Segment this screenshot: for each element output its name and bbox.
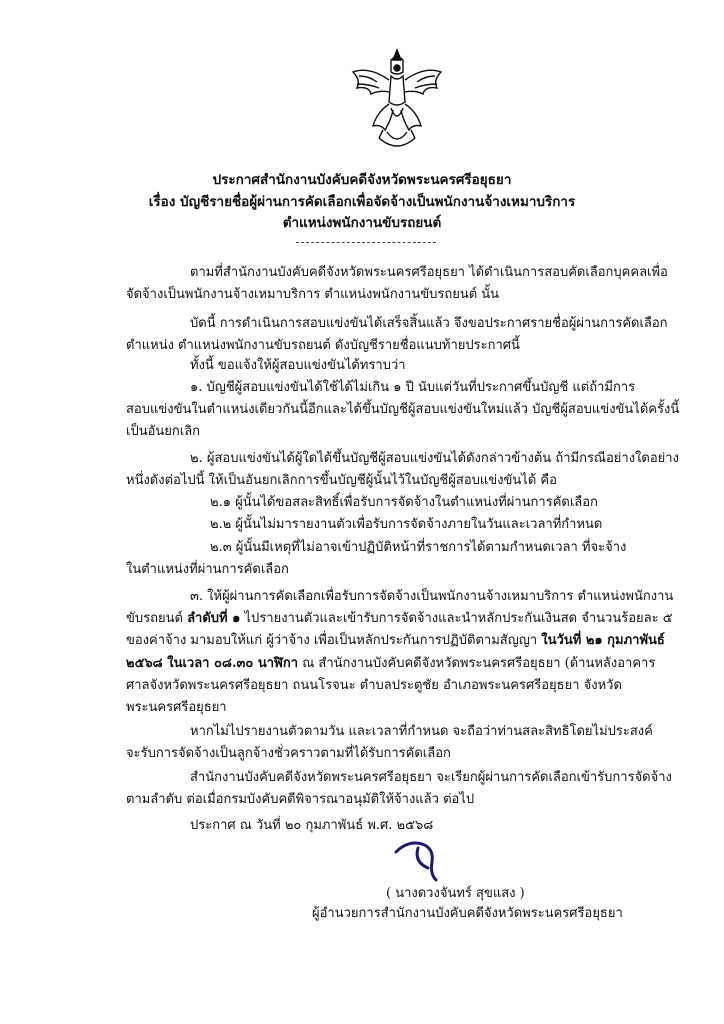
body-line: ๒. ผู้สอบแข่งขันได้ผู้ใดได้ขึ้นบัญชีผู้สอบแข่งขันได้ดังกล่าวข้างต้น ถ้ามีกรณีอย่างใดอย่าง [190,451,679,466]
body-line: ๒.๒ ผู้นั้นไม่มารายงานตัวเพื่อรับการจัดจ้างภายในวันและเวลาที่กำหนด [210,517,603,532]
body-line: ตำแหน่ง ตำแหน่งพนักงานขับรถยนต์ ดังบัญชีรายชื่อแนบท้ายประกาศนี้ [126,338,520,353]
signature [388,826,470,886]
body-line: ตามที่สำนักงานบังคับคดีจังหวัดพระนครศรีอยุธยา ได้ดำเนินการสอบคัดเลือกบุคคลเพื่อ [190,265,668,280]
body-line: ๒.๑ ผู้นั้นได้ขอสละสิทธิ์เพื่อรับการจัดจ้างในตำแหน่งที่ผ่านการคัดเลือก [210,495,598,510]
body-line: ๒.๓ ผู้นั้นมีเหตุที่ไม่อาจเข้าปฏิบัติหน้าที่ราชการได้ตามกำหนดเวลา ที่จะจ้าง [210,540,627,555]
body-line: ศาลจังหวัดพระนครศรีอยุธยา ถนนโรจนะ ตำบลประตูชัย อำเภอพระนครศรีอยุธยา จังหวัด [126,678,622,693]
body-line: หนึ่งดังต่อไปนี้ ให้เป็นอันยกเลิกการขึ้นบัญชีผู้นั้นไว้ในบัญชีผู้สอบแข่งขันได้ คือ [126,473,557,488]
body-line: ในตำแหน่งที่ผ่านการคัดเลือก [126,562,289,577]
text-run: ขับรถยนต์ [126,611,188,626]
text-run: ของค่าจ้าง มามอบให้แก่ ผู้ว่าจ้าง เพื่อเป็นหลักประกันการปฏิบัติตามสัญญา [126,633,542,648]
body-line [126,656,655,672]
body-line: บัดนี้ การดำเนินการสอบแข่งขันได้เสร็จสิ้นแล้ว จึงขอประกาศรายชื่อผู้ผ่านการคัดเลือก [190,316,668,331]
order-number: ลำดับที่ ๑ [187,611,241,626]
announcement-subject: เรื่อง บัญชีรายชื่อผู้ผ่านการคัดเลือกเพื่อจัดจ้างเป็นพนักงานจ้างเหมาบริการ [148,194,576,210]
body-line [126,633,665,649]
text-run: ไปรายงานตัวและเข้ารับการจัดจ้างและนำหลักประกันเงินสด จำนวนร้อยละ ๕ [240,611,673,626]
text-run: ณ สำนักงานบังคับคดีจังหวัดพระนครศรีอยุธยา (ด้านหลังอาคาร [298,656,656,671]
body-line: จะรับการจัดจ้างเป็นลูกจ้างชั่วคราวตามที่ได้รับการคัดเลือก [126,746,451,761]
body-line: พระนครศรีอยุธยา [126,700,227,715]
announcement-date: ประกาศ ณ วันที่ ๒๐ กุมภาพันธ์ พ.ศ. ๒๕๖๘ [190,818,434,833]
announcement-position: ตำแหน่งพนักงานขับรถยนต์ [282,215,442,231]
body-line: สำนักงานบังคับคดีจังหวัดพระนครศรีอยุธยา จะเรียกผู้ผ่านการคัดเลือกเข้ารับการจัดจ้าง [190,770,672,785]
body-line: เป็นอันยกเลิก [126,424,201,439]
signatory-position: ผู้อำนวยการสำนักงานบังคับคดีจังหวัดพระนครศรีอยุธยา [312,906,623,921]
body-line: ทั้งนี้ ขอแจ้งให้ผู้สอบแข่งขันได้ทราบว่า [190,358,406,373]
body-line: จัดจ้างเป็นพนักงานจ้างเหมาบริการ ตำแหน่งพนักงานขับรถยนต์ นั้น [126,287,500,302]
report-date: ในวันที่ ๒๑ กุมภาพันธ์ [541,633,665,648]
body-line: สอบแข่งขันในตำแหน่งเดียวกันนี้อีกและได้ขึ้นบัญชีผู้สอบแข่งขันใหม่แล้ว บัญชีผู้สอบแข่งขันได้ครั้งนี้ [126,402,680,417]
body-line: ๑. บัญชีผู้สอบแข่งขันได้ใช้ได้ไม่เกิน ๑ ปี นับแต่วันที่ประกาศขึ้นบัญชี แต่ถ้ามีการ [190,380,636,395]
report-time: ๒๕๖๘ ในเวลา ๐๘.๓๐ นาฬิกา [126,656,299,671]
header-divider [296,242,436,243]
signatory-name: ( นางดวงจันทร์ สุขแสง ) [386,886,525,901]
body-line: ตามลำดับ ต่อเมื่อกรมบังคับคดีพิจารณาอนุมัติให้จ้างแล้ว ต่อไป [126,792,475,807]
garuda-emblem [346,46,448,156]
body-line: หากไม่ไปรายงานตัวตามวัน และเวลาที่กำหนด จะถือว่าท่านสละสิทธิโดยไม่ประสงค์ [190,724,653,739]
body-line [126,611,673,627]
body-line: ๓. ให้ผู้ผ่านการคัดเลือกเพื่อรับการจัดจ้างเป็นพนักงานจ้างเหมาบริการ ตำแหน่งพนักงาน [190,589,674,604]
announcement-title: ประกาศสำนักงานบังคับคดีจังหวัดพระนครศรีอยุธยา [212,172,512,188]
